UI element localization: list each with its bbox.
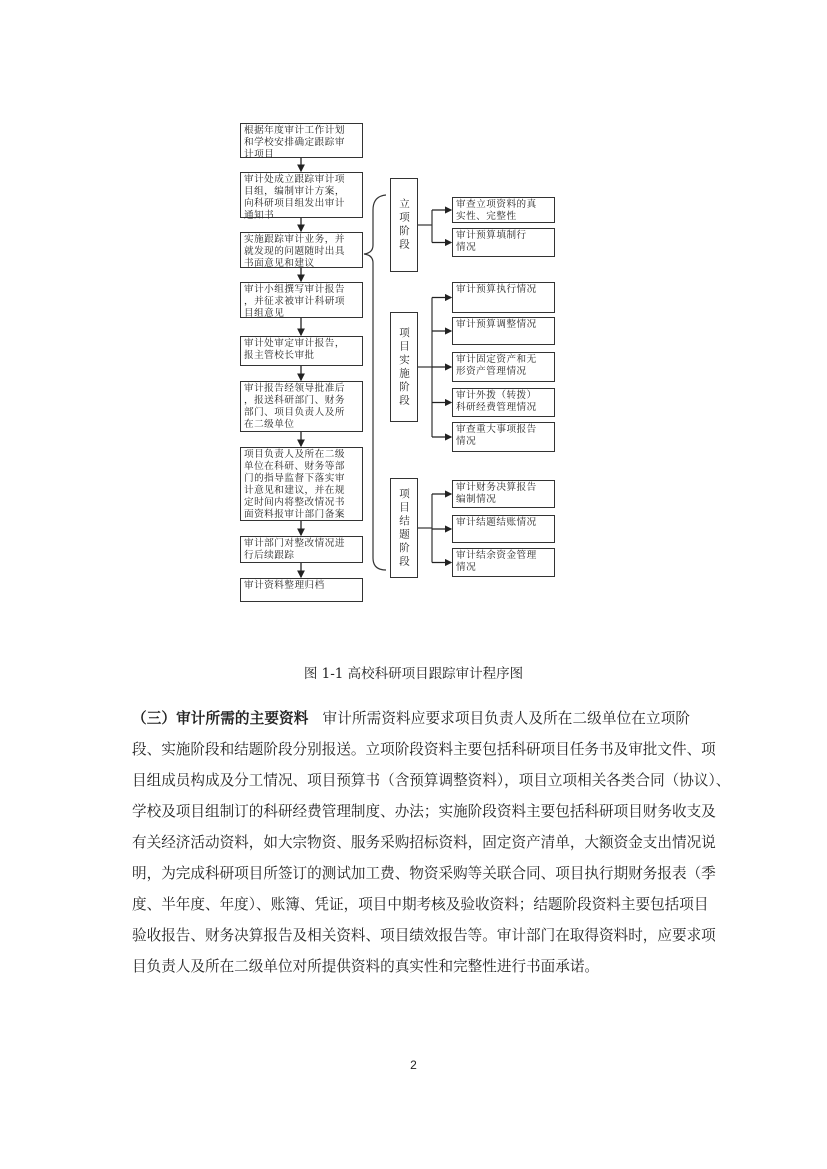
box-text-line: 科研经费管理情况 [456,402,537,413]
paragraph-line: 学校及项目组制订的科研经费管理制度、办法；实施阶段资料主要包括科研项目财务收支及 [132,803,716,820]
phase-label: 立项阶段 [398,198,410,252]
box-text-line: 审计处审定审计报告， [244,338,345,349]
audit-item-box [452,422,555,452]
phase-box [390,178,418,272]
flow-step-box [240,232,363,268]
box-text-line: 通知书 [244,210,275,221]
box-text-line: 情况 [456,436,477,447]
box-text-line: 审计报告经领导批准后 [244,383,345,394]
paragraph-line [132,708,690,739]
box-text-line: 和学校安排确定跟踪审 [244,137,345,148]
audit-item-box [452,480,555,508]
paragraph-line: 目负责人及所在二级单位对所提供资料的真实性和完整性进行书面承诺。 [132,958,600,975]
flow-step-box [240,282,363,318]
box-text-line: 书面意见和建议 [244,258,315,269]
box-text-line: 审计外拨（转拨） [456,390,537,401]
phase-label: 项目实施阶段 [398,326,410,408]
box-text-line: 审计固定资产和无 [456,354,537,365]
box-text-line: 目组，编制审计方案， [244,186,345,197]
box-text-line: 审计部门对整改情况进 [244,538,345,549]
box-text-line: 审计结题结账情况 [456,517,537,528]
box-text-line: 门的指导监督下落实审 [244,473,345,484]
paragraph-line: 有关经济活动资料，如大宗物资、服务采购招标资料，固定资产清单，大额资金支出情况说 [132,834,716,851]
paragraph-line: 段、实施阶段和结题阶段分别报送。立项阶段资料主要包括科研项目任务书及审批文件、项 [132,741,716,758]
phase-box [390,312,418,422]
flow-step-box [240,123,363,158]
box-text-line: 目组意见 [244,308,285,319]
brace-connector [364,195,386,570]
audit-item-box [452,548,555,577]
box-text-line: 审计处成立跟踪审计项 [244,174,345,185]
box-text-line: 单位在科研、财务等部 [244,461,345,472]
box-text-line: 情况 [456,562,477,573]
flow-step-box [240,172,363,221]
box-text-line: 面资料报审计部门备案 [244,509,345,520]
box-text-line: 编制情况 [456,494,497,505]
audit-item-box [452,317,555,345]
box-text-line: 审计财务决算报告 [456,482,537,493]
box-text-line: 部门、项目负责人及所 [244,407,345,418]
box-text-line: 行后续跟踪 [244,550,295,561]
box-text-line: 实施跟踪审计业务，并 [244,234,345,245]
box-text-line: ，并征求被审计科研项 [244,296,345,307]
box-text-line: 报主管校长审批 [244,350,315,361]
audit-item-box [452,515,555,543]
paragraph-line: 验收报告、财务决算报告及相关资料、项目绩效报告等。审计部门在取得资料时，应要求项 [132,927,716,944]
box-text-line: 审计预算调整情况 [456,319,537,330]
box-text-line: 定时间内将整改情况书 [244,497,345,508]
box-text-line: 向科研项目组发出审计 [244,198,345,209]
flow-step-box [240,447,363,521]
section-body [132,708,731,987]
flow-step-box [240,381,363,432]
paragraph-line: 度、半年度、年度）、账簿、凭证，项目中期考核及验收资料；结题阶段资料主要包括项目 [132,896,709,913]
box-text-line: 计项目 [244,149,275,160]
box-text-line: 实性、完整性 [456,211,517,222]
audit-item-box [452,388,555,417]
box-text-line: 根据年度审计工作计划 [244,125,345,136]
phase-label: 项目结题阶段 [398,487,410,569]
box-text-line: 审计结余资金管理 [456,550,537,561]
box-text-line: 审查重大事项报告 [456,424,537,435]
page-number: 2 [410,1058,417,1072]
box-text-line: 项目负责人及所在二级 [244,449,345,460]
flow-step-box [240,336,363,366]
paragraph-line: 明，为完成科研项目所签订的测试加工费、物资采购等关联合同、项目执行期财务报表（季 [132,865,716,882]
audit-item-box [452,352,555,382]
audit-item-box [452,282,555,313]
box-text-line: 在二级单位 [244,419,295,430]
box-text-line: 情况 [456,242,477,253]
box-text-line: 审计小组撰写审计报告 [244,284,345,295]
box-text-line: 审计资料整理归档 [244,580,325,591]
paragraph-line: 目组成员构成及分工情况、项目预算书（含预算调整资料），项目立项相关各类合同（协议）、 [132,772,731,789]
section-heading: （三）审计所需的主要资料 [132,710,309,727]
box-text-line: 形资产管理情况 [456,366,527,377]
box-text-line: 审查立项资料的真 [456,199,537,210]
paragraph-text: 审计所需资料应要求项目负责人及所在二级单位在立项阶 [322,710,690,727]
box-text-line: 审计预算填制行 [456,230,527,241]
audit-item-box [452,228,555,257]
figure-caption: 图 1-1 高校科研项目跟踪审计程序图 [303,666,524,682]
flow-step-box [240,578,363,602]
box-text-line: ，报送科研部门、财务 [244,395,345,406]
flow-step-box [240,536,363,563]
box-text-line: 计意见和建议，并在规 [244,485,345,496]
audit-item-box [452,197,555,223]
phase-box [390,478,418,578]
box-text-line: 就发现的问题随时出具 [244,246,345,257]
box-text-line: 审计预算执行情况 [456,284,537,295]
